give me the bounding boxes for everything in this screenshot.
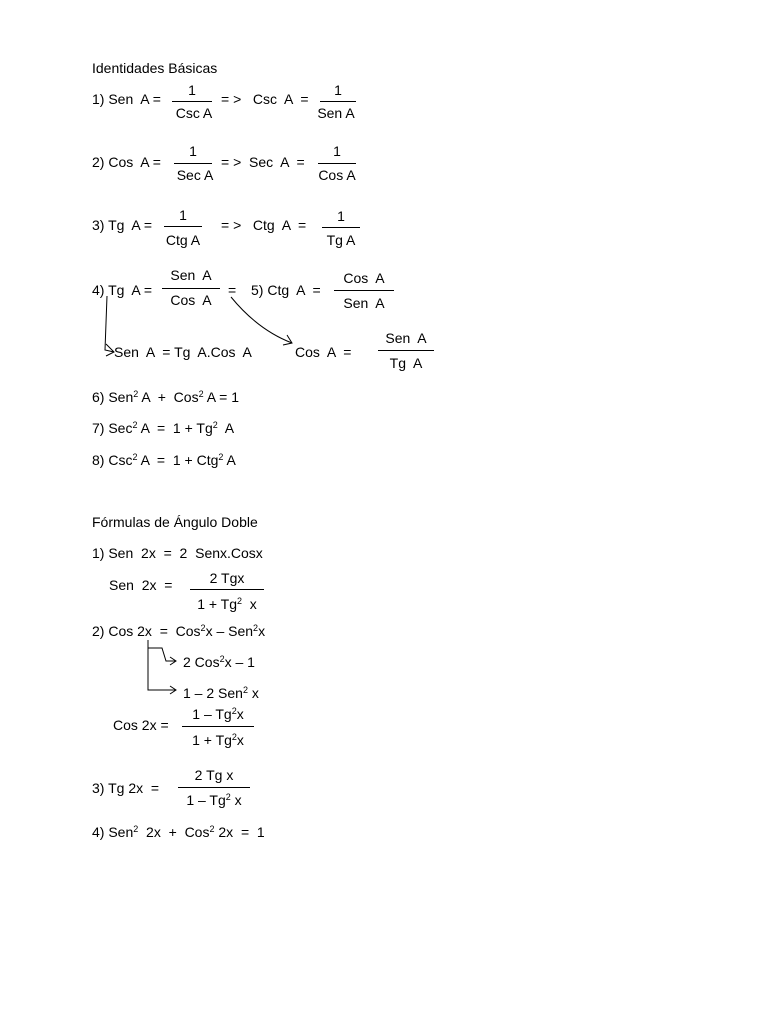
double-2-a: 2) Cos 2x = Cos: [92, 623, 201, 639]
identity-2-num1: 1: [189, 143, 197, 159]
den-b: x: [230, 792, 242, 808]
identity-1-num2: 1: [334, 82, 342, 98]
identity-5-num: Cos A: [343, 270, 385, 286]
identity-8-b: A = 1 + Ctg: [137, 452, 219, 468]
den-a: 1 + Tg: [197, 596, 238, 612]
double-1-tg-lhs: Sen 2x =: [109, 577, 173, 593]
den-b: x: [236, 732, 244, 748]
identity-1-den1: Csc A: [175, 105, 213, 121]
identity-2-num2: 1: [333, 143, 341, 159]
exponent: 2: [198, 389, 204, 399]
exponent: 2: [133, 824, 139, 834]
identity-4-den: Cos A: [170, 292, 212, 308]
exponent: 2: [209, 824, 215, 834]
identity-7-b: A = 1 + Tg: [137, 420, 213, 436]
exponent: 2: [218, 452, 224, 462]
double-2-tg-lhs: Cos 2x =: [113, 717, 169, 733]
identity-3-num2: 1: [337, 208, 345, 224]
double-2-c: x: [258, 623, 266, 639]
double-3-num: 2 Tg x: [194, 767, 234, 783]
identity-5-lhs: 5) Ctg A =: [251, 282, 321, 298]
identity-6-a: 6) Sen: [92, 389, 134, 405]
bracket-cos2x-top: [148, 648, 176, 661]
exponent: 2: [231, 732, 237, 742]
identity-8-c: A: [223, 452, 236, 468]
exponent: 2: [133, 389, 139, 399]
derived-sen: Sen A = Tg A.Cos A: [114, 344, 252, 360]
exponent: 2: [253, 623, 259, 633]
double-4-a: 4) Sen: [92, 824, 134, 840]
num-a: 1 – Tg: [192, 706, 232, 722]
double-3-lhs: 3) Tg 2x =: [92, 780, 160, 796]
identity-3-num1: 1: [179, 207, 187, 223]
exponent: 2: [132, 420, 138, 430]
identity-2-lhs: 2) Cos A =: [92, 154, 165, 170]
exponent: 2: [200, 623, 206, 633]
den-b: x: [242, 596, 257, 612]
identity-4-num: Sen A: [170, 267, 212, 283]
identity-1-lhs: 1) Sen A =: [92, 91, 165, 107]
identity-3-implies: = > Ctg A =: [221, 217, 307, 233]
identity-3-den1: Ctg A: [165, 232, 201, 248]
identity-5-den: Sen A: [343, 295, 385, 311]
exponent: 2: [231, 706, 237, 716]
identity-6-b: A + Cos: [138, 389, 199, 405]
identity-7-a: 7) Sec: [92, 420, 133, 436]
identity-2-implies: = > Sec A =: [221, 154, 305, 170]
exponent: 2: [219, 654, 225, 664]
exponent: 2: [237, 596, 243, 606]
identity-1-den2: Sen A: [317, 105, 355, 121]
identity-3-lhs: 3) Tg A =: [92, 217, 156, 233]
derived-cos-den: Tg A: [389, 355, 423, 371]
num-b: x: [236, 706, 244, 722]
identity-4-lhs: 4) Tg A =: [92, 282, 156, 298]
identity-7-c: A: [217, 420, 235, 436]
double-2-b: x – Sen: [205, 623, 254, 639]
section-title-double: Fórmulas de Ángulo Doble: [92, 514, 258, 530]
derived-cos-lhs: Cos A =: [295, 344, 352, 360]
identity-1-implies: = > Csc A =: [221, 91, 309, 107]
identity-6-c: A = 1: [203, 389, 240, 405]
variant-a-b: x – 1: [224, 654, 255, 670]
den-a: 1 – Tg: [186, 792, 226, 808]
double-4-b: 2x + Cos: [138, 824, 210, 840]
exponent: 2: [242, 685, 248, 695]
identity-2-den2: Cos A: [318, 167, 356, 183]
variant-b-a: 1 – 2 Sen: [183, 685, 243, 701]
identity-4-equals: =: [228, 282, 237, 298]
double-1: 1) Sen 2x = 2 Senx.Cosx: [92, 545, 263, 561]
exponent: 2: [225, 792, 231, 802]
double-4-c: 2x = 1: [214, 824, 265, 840]
arrow-tg-to-sen: [105, 296, 114, 352]
double-1-tg-num: 2 Tgx: [209, 570, 245, 586]
variant-b-b: x: [247, 685, 259, 701]
exponent: 2: [132, 452, 138, 462]
variant-a-a: 2 Cos: [183, 654, 220, 670]
identity-1-num1: 1: [188, 82, 196, 98]
identity-3-den2: Tg A: [326, 232, 356, 248]
arrow-to-cos: [231, 297, 292, 343]
exponent: 2: [212, 420, 218, 430]
derived-cos-num: Sen A: [385, 330, 427, 346]
identity-2-den1: Sec A: [176, 167, 214, 183]
den-a: 1 + Tg: [192, 732, 232, 748]
section-title-basic: Identidades Básicas: [92, 60, 218, 76]
identity-8-a: 8) Csc: [92, 452, 133, 468]
